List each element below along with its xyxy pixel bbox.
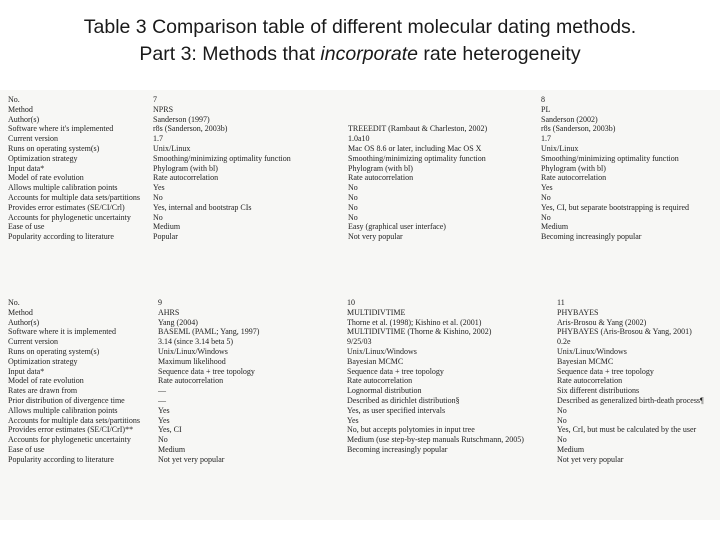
- table-row: [8, 327, 716, 337]
- table-cell: No, but accepts polytomies in input tree: [347, 425, 475, 435]
- table-cell: Six different distributions: [557, 386, 640, 396]
- table-row: [8, 308, 716, 318]
- table-cell: Sanderson (2002): [541, 114, 598, 124]
- row-label: Accounts for multiple data sets/partitions: [8, 415, 140, 425]
- table-cell: Unix/Linux/Windows: [347, 346, 417, 356]
- table-cell: Yes, as user specified intervals: [347, 405, 446, 415]
- table-row: [8, 203, 716, 213]
- row-label: Input data*: [8, 366, 45, 376]
- table-row: [8, 376, 716, 386]
- table-row: [8, 115, 716, 125]
- row-label: Accounts for phylogenetic uncertainty: [8, 212, 131, 222]
- table-cell: Phylogram (with bl): [541, 163, 606, 173]
- row-label: Optimization strategy: [8, 153, 78, 163]
- table-cell: PHYBAYES: [557, 307, 599, 317]
- table-cell: Yes: [153, 183, 165, 193]
- table-cell: Not very popular: [348, 232, 403, 242]
- table-cell: Unix/Linux/Windows: [557, 346, 627, 356]
- row-label: Method: [8, 104, 33, 114]
- table-cell: Aris-Brosou & Yang (2002): [557, 317, 647, 327]
- table-cell: Yes: [541, 183, 553, 193]
- table-cell: Bayesian MCMC: [557, 356, 614, 366]
- title-line-2-prefix: Part 3: Methods that: [139, 43, 321, 65]
- table-cell: Medium (use step-by-step manuals Rutschmann, 2005): [347, 435, 524, 445]
- table-cell: No: [557, 405, 567, 415]
- table-row: [8, 95, 716, 105]
- row-label: Input data*: [8, 163, 45, 173]
- table-cell: Unix/Linux: [541, 143, 579, 153]
- table-cell: Described as generalized birth-death process¶: [557, 395, 704, 405]
- table-row: [8, 222, 716, 232]
- table-row: [8, 193, 716, 203]
- table-cell: No: [348, 192, 358, 202]
- table-cell: 9: [158, 298, 162, 307]
- row-label: Ease of use: [8, 444, 45, 454]
- table-cell: No: [153, 192, 163, 202]
- table-cell: Medium: [541, 222, 569, 232]
- table-row: [8, 134, 716, 144]
- table-row: [8, 396, 716, 406]
- table-cell: PL: [541, 104, 551, 114]
- table-cell: No: [557, 435, 567, 445]
- table-cell: Rate autocorrelation: [348, 173, 414, 183]
- row-label: Popularity according to literature: [8, 232, 114, 242]
- table-cell: Described as dirichlet distribution§: [347, 395, 460, 405]
- row-label: Software where it's implemented: [8, 124, 114, 134]
- row-label: No.: [8, 298, 20, 307]
- table-row: [8, 425, 716, 435]
- table-cell: Smoothing/minimizing optimality function: [348, 153, 486, 163]
- row-label: Optimization strategy: [8, 356, 78, 366]
- row-label: Popularity according to literature: [8, 454, 114, 464]
- table-cell: 1.7: [153, 134, 163, 144]
- table-row: [8, 357, 716, 367]
- table-row: [8, 154, 716, 164]
- table-cell: 10: [347, 298, 355, 307]
- table-cell: Becoming increasingly popular: [541, 232, 642, 242]
- row-label: Provides error estimates (SE/CI/Crl): [8, 202, 125, 212]
- row-label: Provides error estimates (SE/CI/CrI)**: [8, 425, 134, 435]
- table-cell: Not yet very popular: [557, 454, 624, 464]
- table-cell: TREEEDIT (Rambaut & Charleston, 2002): [348, 124, 488, 134]
- table-cell: BASEML (PAML; Yang, 1997): [158, 327, 260, 337]
- row-label: Runs on operating system(s): [8, 346, 100, 356]
- table-cell: —: [158, 386, 166, 396]
- table-cell: 7: [153, 95, 157, 104]
- table-cell: Yes: [158, 415, 170, 425]
- row-label: Model of rate evolution: [8, 173, 84, 183]
- table-cell: PHYBAYES (Aris-Brosou & Yang, 2001): [557, 327, 692, 337]
- table-cell: Rate autocorrelation: [153, 173, 219, 183]
- table-cell: Rate autocorrelation: [557, 376, 623, 386]
- table-row: [8, 416, 716, 426]
- table-row: [8, 173, 716, 183]
- table-cell: 1.7: [541, 134, 551, 144]
- row-label: Accounts for phylogenetic uncertainty: [8, 435, 131, 445]
- table-cell: r8s (Sanderson, 2003b): [153, 124, 228, 134]
- table-cell: Rate autocorrelation: [158, 376, 224, 386]
- table-cell: Popular: [153, 232, 178, 242]
- table-cell: Yes, CrI, but must be calculated by the user: [557, 425, 697, 435]
- table-row: [8, 105, 716, 115]
- table-row: [8, 455, 716, 465]
- table-row: [8, 367, 716, 377]
- table-cell: 0.2e: [557, 337, 571, 347]
- table-cell: Medium: [158, 444, 186, 454]
- row-label: Prior distribution of divergence time: [8, 395, 125, 405]
- table-cell: Becoming increasingly popular: [347, 444, 448, 454]
- row-label: Allows multiple calibration points: [8, 405, 118, 415]
- table-cell: Easy (graphical user interface): [348, 222, 446, 232]
- table-cell: Unix/Linux: [153, 143, 191, 153]
- table-cell: AHRS: [158, 307, 180, 317]
- table-cell: No: [158, 435, 168, 445]
- table-cell: 8: [541, 95, 545, 104]
- table-cell: Unix/Linux/Windows: [158, 346, 228, 356]
- table-row: [8, 435, 716, 445]
- row-label: Author(s): [8, 114, 40, 124]
- table-cell: Sequence data + tree topology: [557, 366, 654, 376]
- table-cell: r8s (Sanderson, 2003b): [541, 124, 616, 134]
- slide-title: [0, 14, 720, 68]
- table-cell: No: [557, 415, 567, 425]
- table-cell: Maximum likelihood: [158, 356, 226, 366]
- table-cell: No: [348, 202, 358, 212]
- table-cell: 3.14 (since 3.14 beta 5): [158, 337, 234, 347]
- table-cell: MULTIDIVTIME: [347, 307, 406, 317]
- table-cell: Sequence data + tree topology: [158, 366, 255, 376]
- table-row: [8, 337, 716, 347]
- table-row: [8, 445, 716, 455]
- comparison-table-part-b: [8, 298, 716, 465]
- table-cell: Rate autocorrelation: [347, 376, 413, 386]
- row-label: Model of rate evolution: [8, 376, 84, 386]
- table-cell: Not yet very popular: [158, 454, 225, 464]
- table-row: [8, 298, 716, 308]
- title-line-2: [0, 41, 720, 68]
- row-label: No.: [8, 95, 20, 104]
- title-line-1: Table 3 Comparison table of different molecular dating methods.: [83, 16, 637, 38]
- comparison-table-part-a: [8, 95, 716, 242]
- table-cell: Smoothing/minimizing optimality function: [153, 153, 291, 163]
- table-cell: Bayesian MCMC: [347, 356, 404, 366]
- row-label: Allows multiple calibration points: [8, 183, 118, 193]
- table-cell: No: [541, 192, 551, 202]
- table-cell: Yes, internal and bootstrap CIs: [153, 202, 252, 212]
- table-cell: Sequence data + tree topology: [347, 366, 444, 376]
- row-label: Author(s): [8, 317, 40, 327]
- table-row: [8, 232, 716, 242]
- table-cell: Yang (2004): [158, 317, 198, 327]
- table-cell: Lognormal distribution: [347, 386, 422, 396]
- table-cell: Thorne et al. (1998); Kishino et al. (2001): [347, 317, 482, 327]
- row-label: Accounts for multiple data sets/partitions: [8, 192, 140, 202]
- row-label: Software where it is implemented: [8, 327, 116, 337]
- table-row: [8, 386, 716, 396]
- table-row: [8, 164, 716, 174]
- table-row: [8, 318, 716, 328]
- table-cell: Sanderson (1997): [153, 114, 210, 124]
- table-cell: Yes: [158, 405, 170, 415]
- table-cell: —: [158, 395, 166, 405]
- table-cell: Yes, CI: [158, 425, 182, 435]
- title-line-2-italic: incorporate: [320, 43, 418, 65]
- table-cell: Phylogram (with bl): [153, 163, 218, 173]
- row-label: Rates are drawn from: [8, 386, 78, 396]
- table-cell: No: [348, 183, 358, 193]
- table-cell: No: [541, 212, 551, 222]
- table-row: [8, 183, 716, 193]
- table-cell: Medium: [557, 444, 585, 454]
- title-line-2-suffix: rate heterogeneity: [417, 43, 581, 65]
- row-label: Ease of use: [8, 222, 45, 232]
- table-cell: Yes, CI, but separate bootstrapping is required: [541, 202, 690, 212]
- table-cell: 11: [557, 298, 565, 307]
- row-label: Current version: [8, 337, 58, 347]
- row-label: Current version: [8, 134, 58, 144]
- table-cell: Yes: [347, 415, 359, 425]
- table-row: [8, 213, 716, 223]
- row-label: Runs on operating system(s): [8, 143, 100, 153]
- scanned-table-image: [0, 90, 720, 520]
- table-cell: No: [348, 212, 358, 222]
- row-label: Method: [8, 307, 33, 317]
- table-cell: Phylogram (with bl): [348, 163, 413, 173]
- table-cell: Smoothing/minimizing optimality function: [541, 153, 679, 163]
- table-cell: No: [153, 212, 163, 222]
- table-row: [8, 406, 716, 416]
- table-cell: 1.0a10: [348, 134, 370, 144]
- table-cell: 9/25/03: [347, 337, 372, 347]
- table-row: [8, 347, 716, 357]
- table-cell: Medium: [153, 222, 181, 232]
- table-cell: NPRS: [153, 104, 174, 114]
- table-cell: MULTIDIVTIME (Thorne & Kishino, 2002): [347, 327, 492, 337]
- table-cell: Mac OS 8.6 or later, including Mac OS X: [348, 143, 482, 153]
- table-cell: Rate autocorrelation: [541, 173, 607, 183]
- table-row: [8, 124, 716, 134]
- table-row: [8, 144, 716, 154]
